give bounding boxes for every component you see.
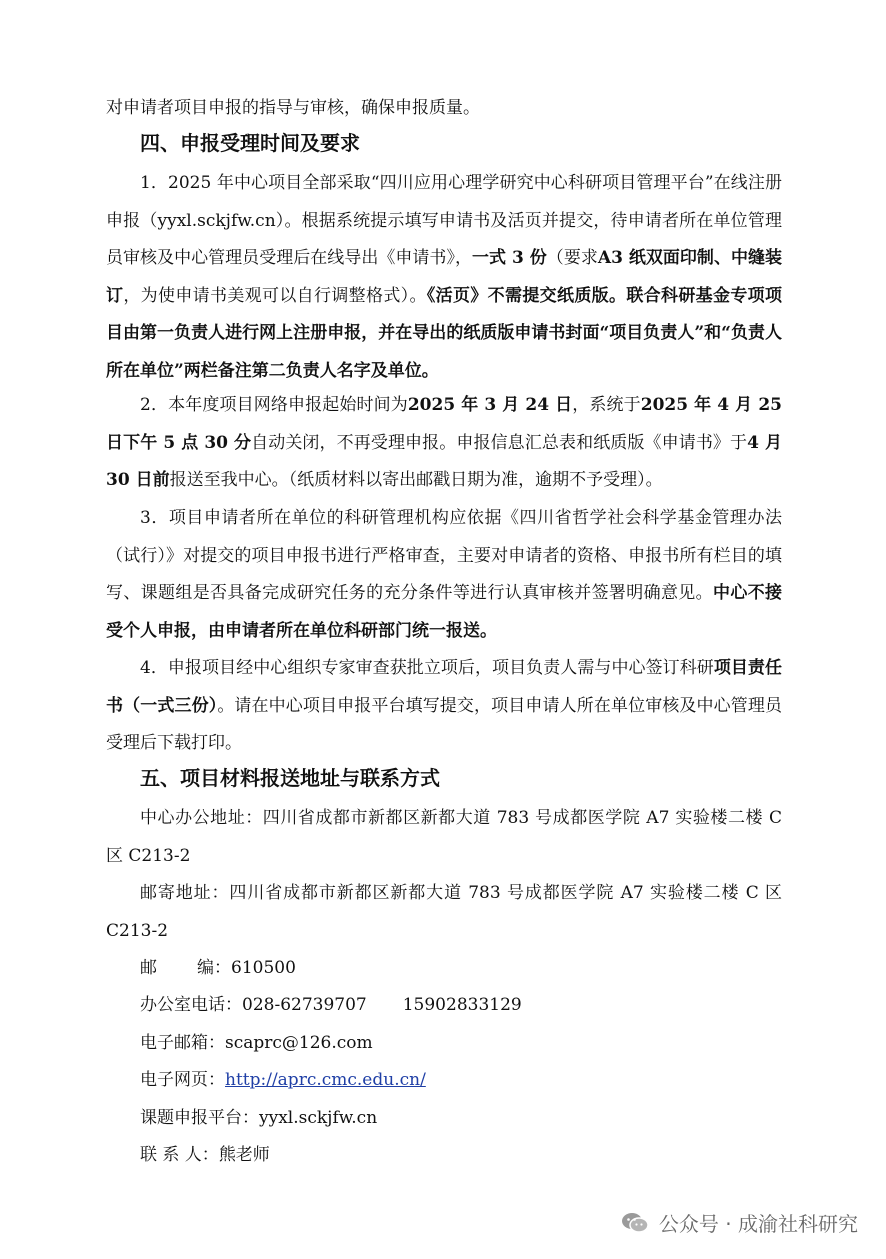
platform-line: 课题申报平台：yyxl.sckjfw.cn	[140, 1108, 378, 1128]
contact-line: 联 系 人：熊老师	[140, 1145, 270, 1165]
wechat-watermark	[621, 1208, 858, 1237]
watermark-text: 公众号 · 成渝社科研究	[658, 1212, 858, 1236]
postcode-line: 邮 编：610500	[140, 958, 296, 978]
web-line: 电子网页：http://aprc.cmc.edu.cn/	[140, 1070, 426, 1090]
postcode-value: 610500	[231, 958, 296, 978]
section-4-item-1: 1．2025 年中心项目全部采取“四川应用心理学研究中心科研项目管理平台”在线注册申报（yyxl.sckjfw.cn）。根据系统提示填写申请书及活页并提交，待申请者所在单位管理员审核及中心管理员受理后在线导出《申请书》，一式 3 份（要求A3 纸双面印制、中缝装订，为使申请书美观可以自行调整格式）。《活页》不需提交纸质版。联合科研基金专项项目由第一负责人进行网上注册申报，并在导出的纸质版申请书封面“项目负责人”和“负责人所在单位”两栏备注第二负责人名字及单位。	[106, 173, 783, 381]
section-4-heading: 四、申报受理时间及要求	[140, 131, 360, 155]
section-5-heading: 五、项目材料报送地址与联系方式	[140, 766, 440, 790]
section-4-item-4: 4．申报项目经中心组织专家审查获批立项后，项目负责人需与中心签订科研项目责任书（一式三份）。请在中心项目申报平台填写提交，项目申请人所在单位审核及中心管理员受理后下载打印。	[106, 658, 783, 753]
intro-line: 对申请者项目申报的指导与审核，确保申报质量。	[106, 98, 480, 118]
mail-address: 邮寄地址：四川省成都市新都区新都大道 783 号成都医学院 A7 实验楼二楼 C 区 C213-2	[106, 883, 782, 941]
phone-line: 办公室电话：028-62739707 15902833129	[140, 995, 522, 1015]
section-4-item-3: 3．项目申请者所在单位的科研管理机构应依据《四川省哲学社会科学基金管理办法（试行）》对提交的项目申报书进行严格审查，主要对申请者的资格、申报书所有栏目的填写、课题组是否具备完成研究任务的充分条件等进行认真审核并签署明确意见。中心不接受个人申报，由申请者所在单位科研部门统一报送。	[106, 508, 783, 641]
office-address: 中心办公地址：四川省成都市新都区新都大道 783 号成都医学院 A7 实验楼二楼 C 区 C213-2	[106, 808, 782, 866]
contact-value: 熊老师	[218, 1145, 270, 1165]
website-link[interactable]: http://aprc.cmc.edu.cn/	[225, 1070, 426, 1090]
section-4-item-2: 2．本年度项目网络申报起始时间为2025 年 3 月 24 日，系统于2025 年 4 月 25 日下午 5 点 30 分自动关闭，不再受理申报。申报信息汇总表和纸质版《申请书》于4 月 30 日前报送至我中心。（纸质材料以寄出邮戳日期为准，逾期不予受理）。	[106, 395, 782, 490]
phone-value-1: 028-62739707	[242, 995, 367, 1015]
platform-value: yyxl.sckjfw.cn	[259, 1108, 378, 1128]
email-value: scaprc@126.com	[225, 1033, 373, 1053]
email-line: 电子邮箱：scaprc@126.com	[140, 1033, 373, 1053]
wechat-icon	[621, 1212, 649, 1234]
phone-value-2: 15902833129	[402, 995, 522, 1015]
